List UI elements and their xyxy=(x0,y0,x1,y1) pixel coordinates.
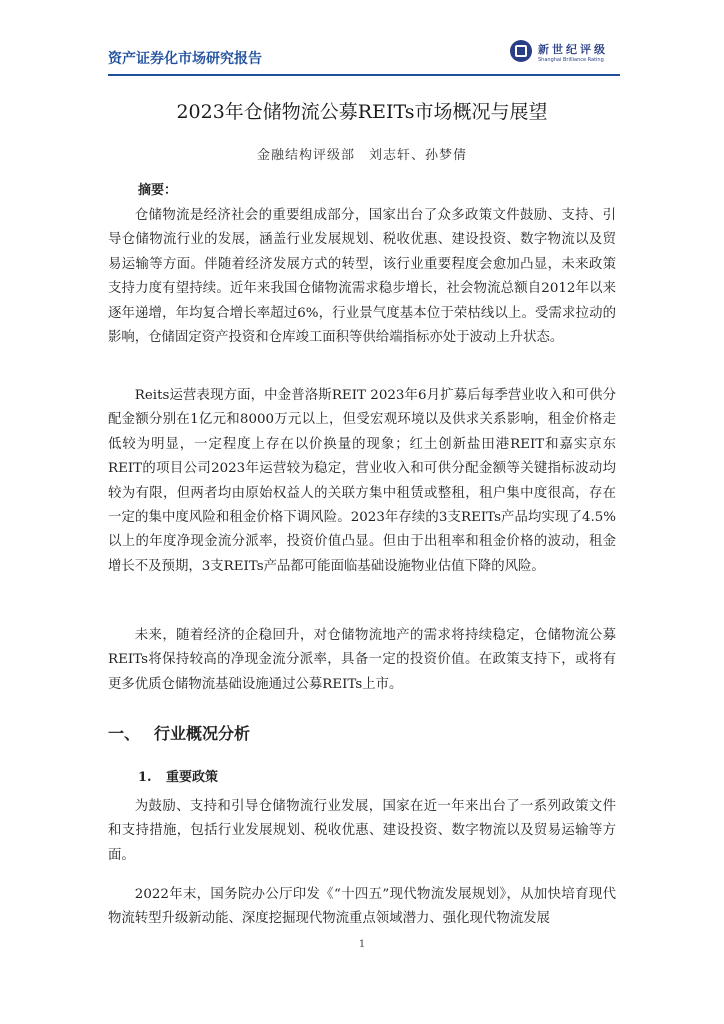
section-title: 行业概况分析 xyxy=(154,724,251,743)
abstract-paragraph: Reits运营表现方面，中金普洛斯REIT 2023年6月扩募后每季营业收入和可供分配金额分别在1亿元和8000万元以上，但受宏观环境以及供求关系影响，租金价格走低较为明显，一定程度上存在以价换量的现象；红土创新盐田港REIT和嘉实京东REIT的项目公司2023年运营较为稳定，营业收入和可供分配金额等关键指标波动均较为有限，但两者均由原始权益人的关联方集中租赁或整租，租户集中度很高，存在一定的集中度风险和租金价格下调风险。2023年存续的3支REITs产品均实现了4.5%以上的年度净现金流分派率，投资价值凸显。但由于出租率和租金价格的波动，租金增长不及预期，3支REITs产品都可能面临基础设施物业估值下降的风险。 xyxy=(108,388,616,574)
body-paragraph: 2022年末，国务院办公厅印发《“十四五”现代物流发展规划》，从加快培育现代物流转型升级新动能、深度挖掘现代物流重点领域潜力、强化现代物流发展 xyxy=(108,887,616,927)
subsection-title: 重要政策 xyxy=(166,770,219,785)
abstract-label: 摘要： xyxy=(138,183,178,198)
header-divider xyxy=(108,74,620,76)
subsection-number: 1. xyxy=(138,770,152,785)
section-number: 一、 xyxy=(108,724,141,743)
subsection-heading xyxy=(138,766,218,785)
abstract-paragraph: 未来，随着经济的企稳回升，对仓储物流地产的需求将持续稳定，仓储物流公募REITs将保持较高的净现金流分派率，具备一定的投资价值。在政策支持下，或将有更多优质仓储物流基础设施通过公募REITs上市。 xyxy=(108,628,616,692)
body-paragraph: 为鼓励、支持和引导仓储物流行业发展，国家在近一年来出台了一系列政策文件和支持措施，包括行业发展规划、税收优惠、建设投资、数字物流以及贸易运输等方面。 xyxy=(108,799,616,863)
authors-line: 金融结构评级部 刘志轩、孙梦倩 xyxy=(256,148,467,163)
logo-english-name: Shanghai Brilliance Rating xyxy=(538,57,604,63)
logo-chinese-name: 新世纪评级 xyxy=(538,43,608,56)
company-logo xyxy=(510,40,620,68)
report-series-title: 资产证券化市场研究报告 xyxy=(108,51,262,67)
section-heading xyxy=(108,721,250,744)
document-title: 2023年仓储物流公募REITs市场概况与展望 xyxy=(176,101,548,123)
abstract-paragraph: 仓储物流是经济社会的重要组成部分，国家出台了众多政策文件鼓励、支持、引导仓储物流行业的发展，涵盖行业发展规划、税收优惠、建设投资、数字物流以及贸易运输等方面。伴随着经济发展方式的转型，该行业重要程度会愈加凸显，未来政策支持力度有望持续。近年来我国仓储物流需求稳步增长，社会物流总额自2012年以来逐年递增，年均复合增长率超过6%，行业景气度基本位于荣枯线以上。受需求拉动的影响，仓储固定资产投资和仓库竣工面积等供给端指标亦处于波动上升状态。 xyxy=(108,208,616,346)
page-number: 1 xyxy=(358,939,366,950)
page-header xyxy=(108,34,620,74)
logo-emblem-icon xyxy=(510,40,532,62)
